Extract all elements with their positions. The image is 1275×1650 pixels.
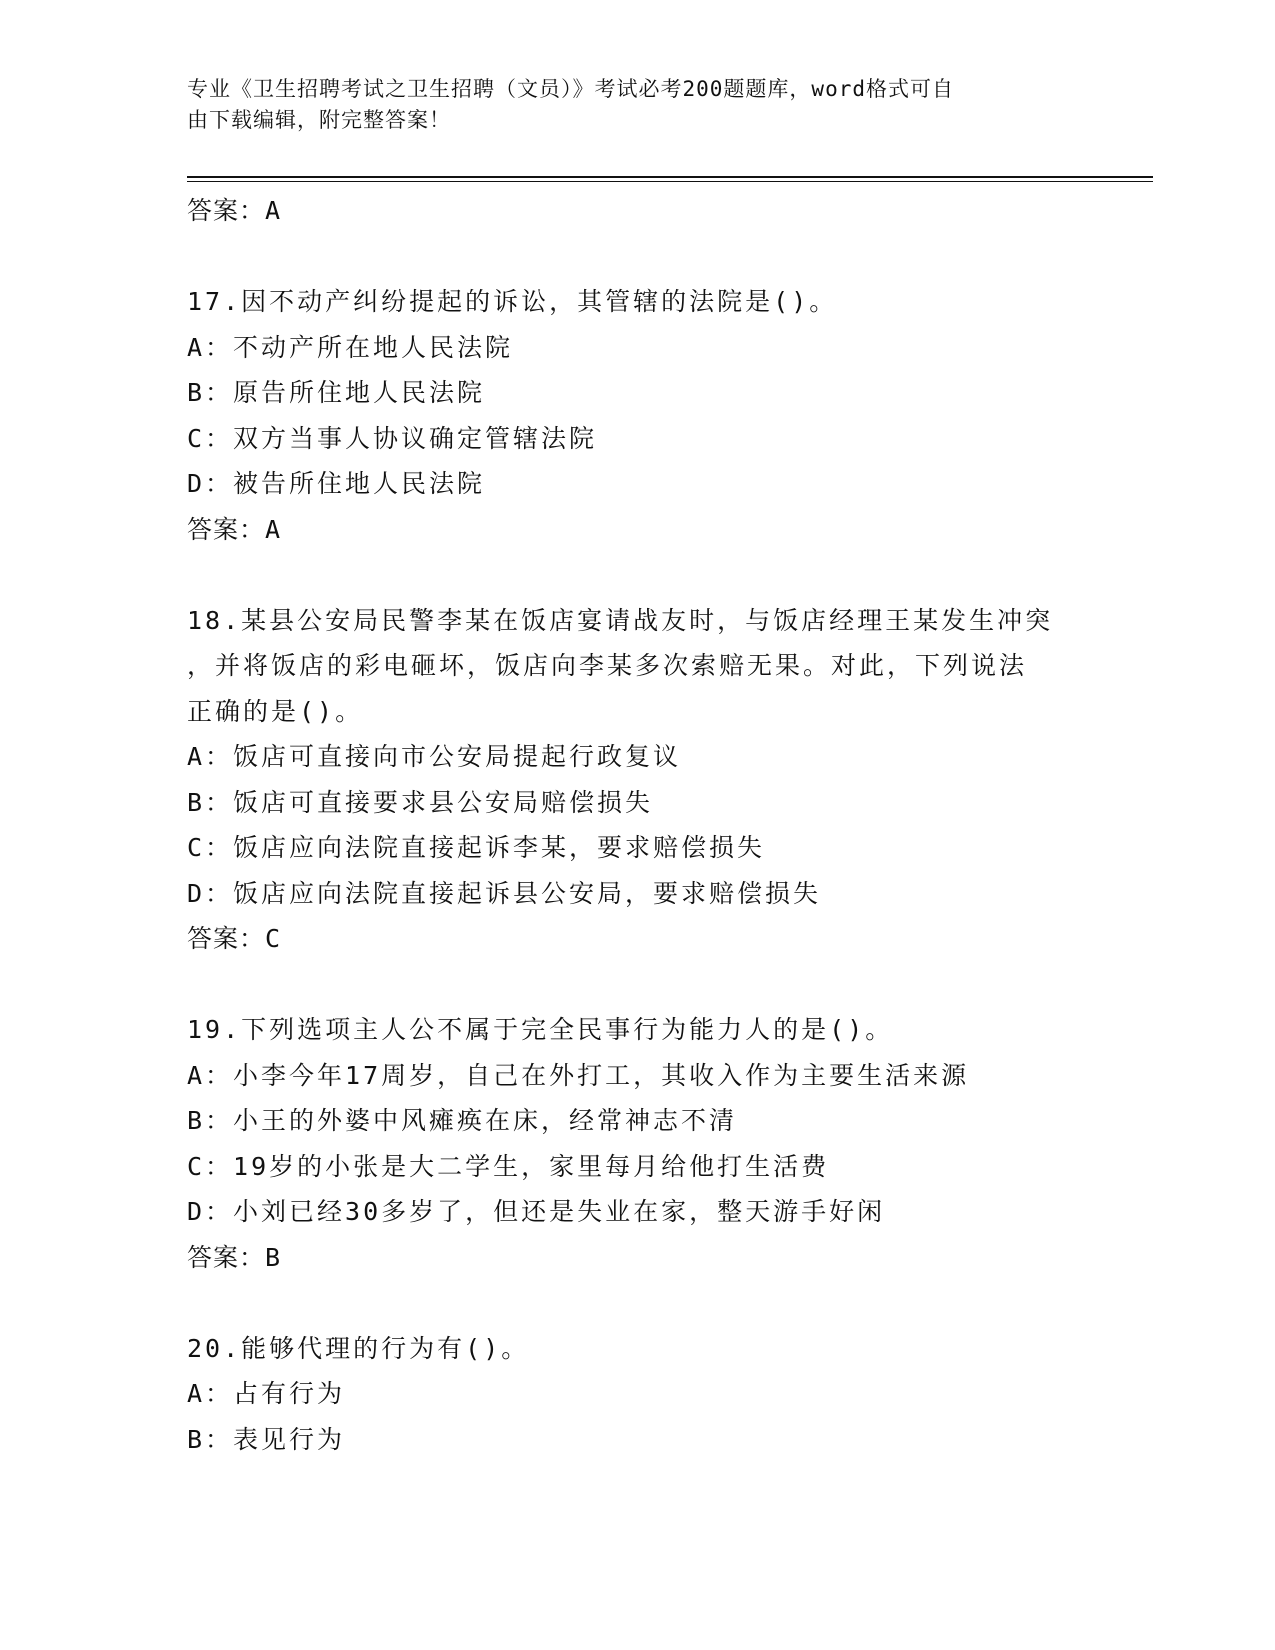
question-stem [187, 1007, 1107, 1053]
option-d: D：被告所住地人民法院 [187, 469, 486, 498]
answer-line: 答案：A [187, 196, 282, 225]
question-stem [187, 598, 1107, 735]
header-divider-thin [187, 181, 1153, 182]
stem-line: 19.下列选项主人公不属于完全民事行为能力人的是()。 [187, 1015, 894, 1044]
option-d: D：小刘已经30多岁了，但还是失业在家，整天游手好闲 [187, 1197, 886, 1226]
question-stem [187, 279, 1107, 325]
option-a: A：小李今年17周岁，自己在外打工，其收入作为主要生活来源 [187, 1060, 970, 1090]
stem-line: 正确的是()。 [187, 696, 364, 726]
question-list [187, 188, 1107, 1462]
option-b: B：小王的外婆中风瘫痪在床，经常神志不清 [187, 1106, 738, 1135]
option-b: B：原告所住地人民法院 [187, 378, 486, 407]
option-b: B：饭店可直接要求县公安局赔偿损失 [187, 787, 654, 817]
header-line-2: 由下载编辑，附完整答案！ [187, 108, 451, 132]
option-c: C：双方当事人协议确定管辖法院 [187, 423, 598, 453]
header-line-1: 专业《卫生招聘考试之卫生招聘（文员）》考试必考200题题库，word格式可自 [187, 77, 954, 101]
answer-line: 答案：C [187, 924, 282, 953]
option-a: A：不动产所在地人民法院 [187, 332, 514, 362]
option-c: C：饭店应向法院直接起诉李某，要求赔偿损失 [187, 833, 766, 862]
option-a: A：饭店可直接向市公安局提起行政复议 [187, 742, 682, 771]
option-a: A：占有行为 [187, 1379, 346, 1408]
header-divider-thick [187, 176, 1153, 178]
stem-line: ，并将饭店的彩电砸坏，饭店向李某多次索赔无果。对此，下列说法 [187, 651, 1028, 680]
option-b: B：表见行为 [187, 1424, 346, 1454]
stem-line: 20.能够代理的行为有()。 [187, 1333, 530, 1363]
answer-line: 答案：B [187, 1242, 282, 1272]
stem-line: 18.某县公安局民警李某在饭店宴请战友时，与饭店经理王某发生冲突 [187, 605, 1054, 635]
answer-line: 答案：A [187, 514, 282, 544]
option-c: C：19岁的小张是大二学生，家里每月给他打生活费 [187, 1151, 830, 1181]
stem-line: 17.因不动产纠纷提起的诉讼，其管辖的法院是()。 [187, 287, 838, 316]
option-d: D：饭店应向法院直接起诉县公安局，要求赔偿损失 [187, 878, 822, 908]
question-stem [187, 1326, 1107, 1372]
document-header [187, 74, 1067, 136]
